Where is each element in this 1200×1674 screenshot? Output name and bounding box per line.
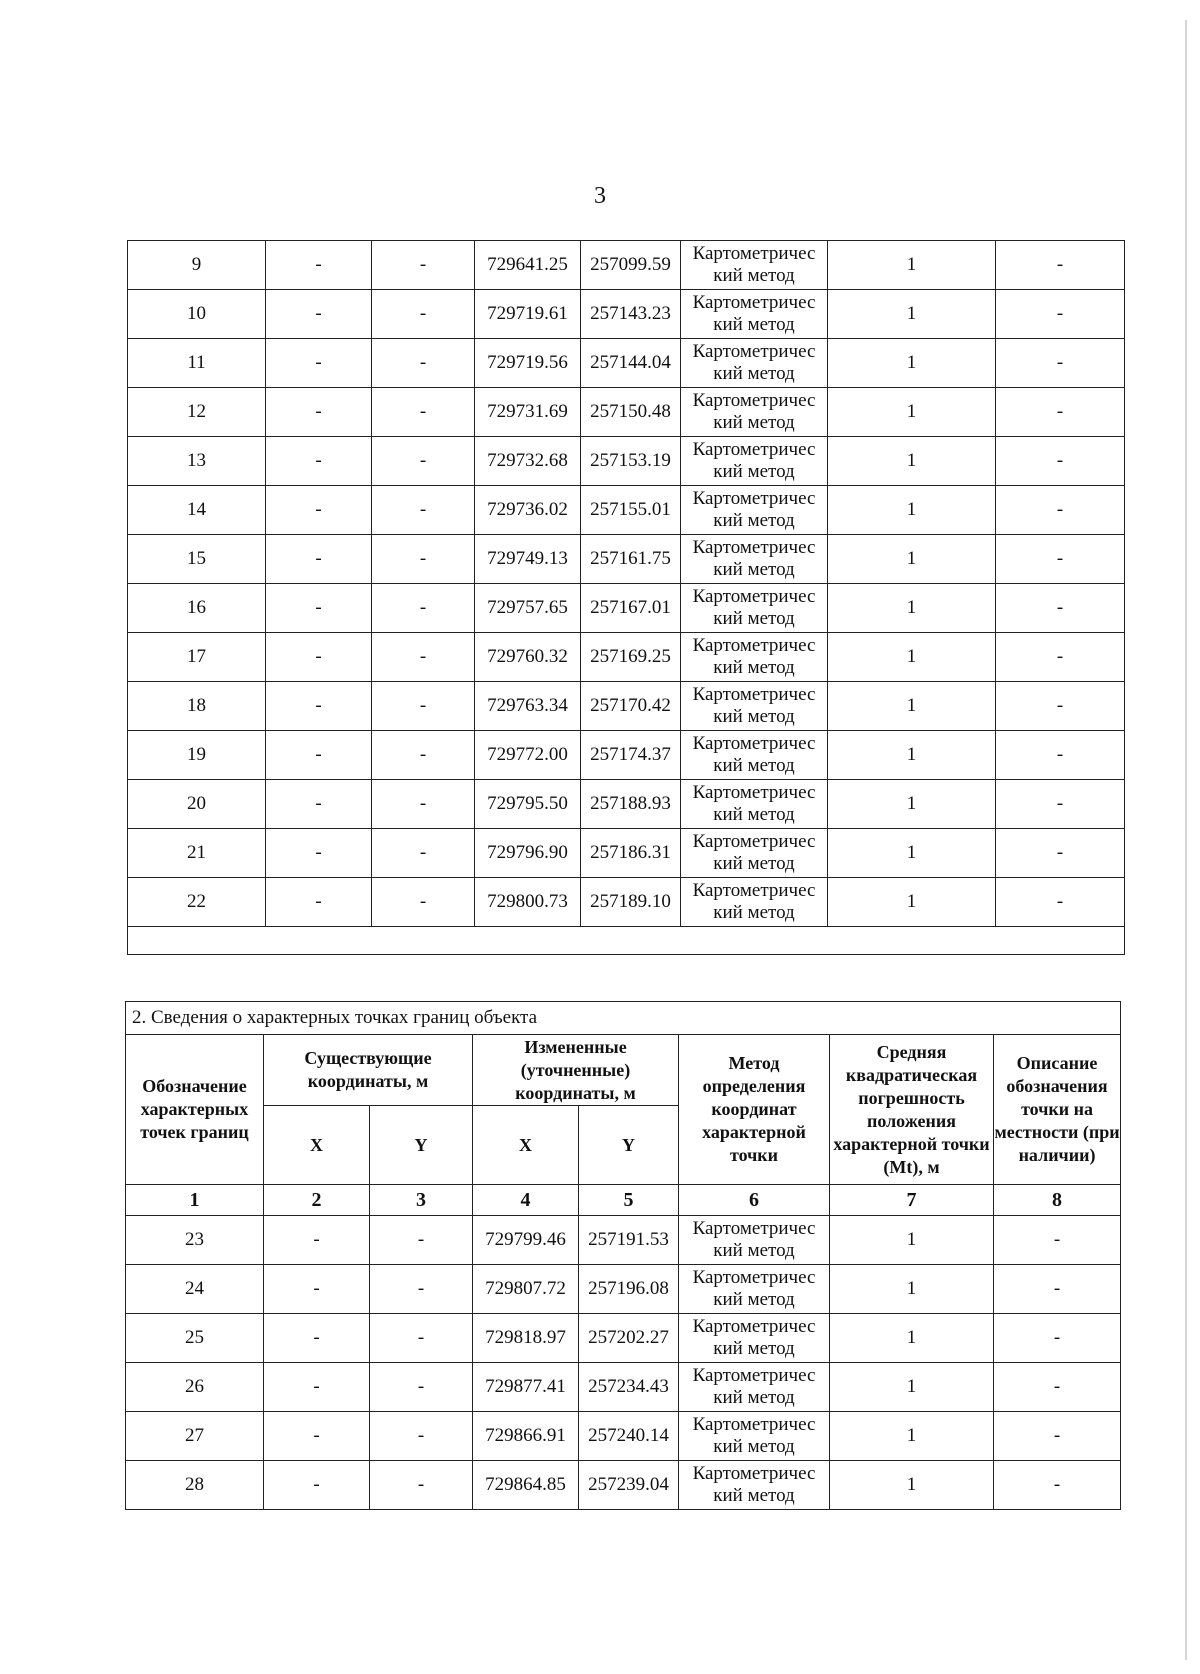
coordinates-table-continued xyxy=(127,240,1125,955)
mean-error-cell: 1 xyxy=(830,1363,994,1412)
method-cell xyxy=(681,878,828,927)
scan-edge-line xyxy=(1185,20,1187,1660)
existing-x-cell: - xyxy=(264,1265,370,1314)
existing-x-cell: - xyxy=(266,584,372,633)
method-text-line1: Картометричес xyxy=(692,341,816,362)
method-text-line1: Картометричес xyxy=(692,1414,816,1435)
method-text-line1: Картометричес xyxy=(692,292,816,313)
point-description-cell: - xyxy=(996,584,1125,633)
table1-body xyxy=(128,241,1125,955)
existing-x-cell: - xyxy=(266,535,372,584)
empty-row xyxy=(128,927,1125,955)
header-changed-x: X xyxy=(473,1106,579,1185)
point-number-cell: 11 xyxy=(128,339,266,388)
header-mean-error: Средняя квадратическая погрешность положения характерной точки (Mt), м xyxy=(830,1035,994,1185)
existing-y-cell: - xyxy=(372,290,475,339)
table-row xyxy=(128,290,1125,339)
method-text-line1: Картометричес xyxy=(692,733,816,754)
existing-y-cell: - xyxy=(370,1216,473,1265)
changed-x-cell: 729641.25 xyxy=(475,241,581,290)
existing-x-cell: - xyxy=(264,1363,370,1412)
point-description-cell: - xyxy=(996,682,1125,731)
existing-y-cell: - xyxy=(372,780,475,829)
point-description-cell: - xyxy=(996,437,1125,486)
changed-x-cell: 729772.00 xyxy=(475,731,581,780)
mean-error-cell: 1 xyxy=(828,241,996,290)
method-cell xyxy=(681,584,828,633)
mean-error-cell: 1 xyxy=(828,339,996,388)
column-number-row xyxy=(126,1185,1121,1216)
mean-error-cell: 1 xyxy=(828,437,996,486)
changed-x-cell: 729818.97 xyxy=(473,1314,579,1363)
method-text-line2: кий метод xyxy=(713,510,795,531)
point-description-cell: - xyxy=(996,829,1125,878)
point-description-cell: - xyxy=(996,535,1125,584)
existing-y-cell: - xyxy=(372,339,475,388)
point-number-cell: 22 xyxy=(128,878,266,927)
method-text-line2: кий метод xyxy=(713,1485,795,1506)
changed-y-cell: 257161.75 xyxy=(581,535,681,584)
point-number-cell: 9 xyxy=(128,241,266,290)
method-cell xyxy=(681,290,828,339)
mean-error-cell: 1 xyxy=(828,584,996,633)
method-cell xyxy=(681,388,828,437)
existing-y-cell: - xyxy=(372,535,475,584)
header-existing-coords: Существующие координаты, м xyxy=(264,1035,473,1106)
existing-y-cell: - xyxy=(372,878,475,927)
changed-x-cell: 729757.65 xyxy=(475,584,581,633)
method-cell xyxy=(679,1412,830,1461)
existing-x-cell: - xyxy=(264,1412,370,1461)
method-text-line1: Картометричес xyxy=(692,635,816,656)
changed-y-cell: 257196.08 xyxy=(579,1265,679,1314)
table-row xyxy=(128,535,1125,584)
changed-x-cell: 729719.56 xyxy=(475,339,581,388)
existing-x-cell: - xyxy=(266,780,372,829)
mean-error-cell: 1 xyxy=(828,633,996,682)
point-number-cell: 24 xyxy=(126,1265,264,1314)
mean-error-cell: 1 xyxy=(828,388,996,437)
changed-x-cell: 729732.68 xyxy=(475,437,581,486)
existing-x-cell: - xyxy=(264,1216,370,1265)
method-text-line2: кий метод xyxy=(713,1338,795,1359)
changed-y-cell: 257143.23 xyxy=(581,290,681,339)
header-description: Описание обозначения точки на местности (при наличии) xyxy=(994,1035,1121,1185)
point-number-cell: 15 xyxy=(128,535,266,584)
changed-x-cell: 729736.02 xyxy=(475,486,581,535)
header-existing-y: Y xyxy=(370,1106,473,1185)
method-text-line2: кий метод xyxy=(713,755,795,776)
mean-error-cell: 1 xyxy=(828,486,996,535)
changed-y-cell: 257169.25 xyxy=(581,633,681,682)
point-number-cell: 17 xyxy=(128,633,266,682)
mean-error-cell: 1 xyxy=(828,290,996,339)
method-cell xyxy=(679,1265,830,1314)
table-row xyxy=(126,1265,1121,1314)
changed-x-cell: 729719.61 xyxy=(475,290,581,339)
point-description-cell: - xyxy=(994,1216,1121,1265)
table-row xyxy=(126,1461,1121,1510)
point-number-cell: 18 xyxy=(128,682,266,731)
table-row xyxy=(128,388,1125,437)
method-text-line2: кий метод xyxy=(713,853,795,874)
section-title: 2. Сведения о характерных точках границ объекта xyxy=(126,1002,1121,1035)
method-cell xyxy=(679,1314,830,1363)
point-description-cell: - xyxy=(994,1265,1121,1314)
header-existing-x: X xyxy=(264,1106,370,1185)
mean-error-cell: 1 xyxy=(830,1265,994,1314)
method-cell xyxy=(681,437,828,486)
point-description-cell: - xyxy=(996,731,1125,780)
column-number: 6 xyxy=(679,1185,830,1216)
method-text-line2: кий метод xyxy=(713,608,795,629)
method-text-line1: Картометричес xyxy=(692,1365,816,1386)
point-number-cell: 12 xyxy=(128,388,266,437)
method-text-line2: кий метод xyxy=(713,804,795,825)
existing-y-cell: - xyxy=(370,1412,473,1461)
existing-x-cell: - xyxy=(266,241,372,290)
mean-error-cell: 1 xyxy=(828,780,996,829)
changed-y-cell: 257202.27 xyxy=(579,1314,679,1363)
method-text-line2: кий метод xyxy=(713,314,795,335)
column-number: 3 xyxy=(370,1185,473,1216)
point-description-cell: - xyxy=(996,339,1125,388)
existing-x-cell: - xyxy=(266,388,372,437)
method-cell xyxy=(681,633,828,682)
point-description-cell: - xyxy=(996,290,1125,339)
method-text-line1: Картометричес xyxy=(692,1316,816,1337)
method-text-line2: кий метод xyxy=(713,1436,795,1457)
column-number: 5 xyxy=(579,1185,679,1216)
method-text-line2: кий метод xyxy=(713,412,795,433)
method-text-line1: Картометричес xyxy=(692,880,816,901)
header-changed-coords: Измененные (уточненные) координаты, м xyxy=(473,1035,679,1106)
method-text-line1: Картометричес xyxy=(692,1218,816,1239)
mean-error-cell: 1 xyxy=(828,829,996,878)
method-text-line2: кий метод xyxy=(713,1289,795,1310)
mean-error-cell: 1 xyxy=(830,1216,994,1265)
changed-y-cell: 257234.43 xyxy=(579,1363,679,1412)
table-row xyxy=(126,1216,1121,1265)
table-row xyxy=(128,339,1125,388)
boundary-points-table xyxy=(125,1001,1121,1510)
method-cell xyxy=(679,1363,830,1412)
table-row xyxy=(128,486,1125,535)
point-number-cell: 21 xyxy=(128,829,266,878)
point-description-cell: - xyxy=(996,486,1125,535)
existing-x-cell: - xyxy=(264,1461,370,1510)
method-text-line1: Картометричес xyxy=(692,1463,816,1484)
column-number: 7 xyxy=(830,1185,994,1216)
existing-x-cell: - xyxy=(266,437,372,486)
changed-y-cell: 257150.48 xyxy=(581,388,681,437)
existing-x-cell: - xyxy=(266,633,372,682)
method-text-line2: кий метод xyxy=(713,706,795,727)
table2-body xyxy=(126,1002,1121,1510)
header-method: Метод определения координат характерной точки xyxy=(679,1035,830,1185)
table-row xyxy=(128,584,1125,633)
method-cell xyxy=(681,339,828,388)
existing-y-cell: - xyxy=(372,486,475,535)
page-number: 3 xyxy=(594,183,606,209)
point-number-cell: 20 xyxy=(128,780,266,829)
point-number-cell: 25 xyxy=(126,1314,264,1363)
table-row xyxy=(128,878,1125,927)
method-text-line1: Картометричес xyxy=(692,586,816,607)
point-description-cell: - xyxy=(994,1314,1121,1363)
point-description-cell: - xyxy=(996,241,1125,290)
existing-y-cell: - xyxy=(370,1265,473,1314)
changed-y-cell: 257170.42 xyxy=(581,682,681,731)
method-cell xyxy=(681,486,828,535)
table-row xyxy=(128,829,1125,878)
table-row xyxy=(128,682,1125,731)
header-changed-y: Y xyxy=(579,1106,679,1185)
changed-x-cell: 729763.34 xyxy=(475,682,581,731)
changed-y-cell: 257153.19 xyxy=(581,437,681,486)
table-row xyxy=(128,633,1125,682)
column-number: 4 xyxy=(473,1185,579,1216)
changed-x-cell: 729795.50 xyxy=(475,780,581,829)
changed-y-cell: 257186.31 xyxy=(581,829,681,878)
mean-error-cell: 1 xyxy=(830,1314,994,1363)
point-number-cell: 19 xyxy=(128,731,266,780)
existing-x-cell: - xyxy=(266,290,372,339)
changed-x-cell: 729866.91 xyxy=(473,1412,579,1461)
empty-cell xyxy=(128,927,1125,955)
changed-x-cell: 729800.73 xyxy=(475,878,581,927)
method-text-line1: Картометричес xyxy=(692,537,816,558)
changed-x-cell: 729807.72 xyxy=(473,1265,579,1314)
mean-error-cell: 1 xyxy=(830,1461,994,1510)
method-cell xyxy=(679,1216,830,1265)
method-text-line1: Картометричес xyxy=(692,782,816,803)
method-cell xyxy=(681,829,828,878)
existing-x-cell: - xyxy=(266,486,372,535)
changed-y-cell: 257099.59 xyxy=(581,241,681,290)
table-row xyxy=(126,1412,1121,1461)
point-description-cell: - xyxy=(996,388,1125,437)
existing-x-cell: - xyxy=(264,1314,370,1363)
existing-y-cell: - xyxy=(370,1314,473,1363)
existing-y-cell: - xyxy=(372,731,475,780)
method-text-line2: кий метод xyxy=(713,1240,795,1261)
existing-x-cell: - xyxy=(266,878,372,927)
changed-x-cell: 729760.32 xyxy=(475,633,581,682)
method-text-line1: Картометричес xyxy=(692,390,816,411)
method-cell xyxy=(681,682,828,731)
method-text-line1: Картометричес xyxy=(692,1267,816,1288)
method-text-line2: кий метод xyxy=(713,363,795,384)
existing-y-cell: - xyxy=(370,1363,473,1412)
column-number: 1 xyxy=(126,1185,264,1216)
point-number-cell: 10 xyxy=(128,290,266,339)
existing-x-cell: - xyxy=(266,339,372,388)
table-row xyxy=(128,437,1125,486)
method-text-line1: Картометричес xyxy=(692,831,816,852)
point-description-cell: - xyxy=(996,878,1125,927)
mean-error-cell: 1 xyxy=(828,878,996,927)
changed-x-cell: 729877.41 xyxy=(473,1363,579,1412)
point-description-cell: - xyxy=(994,1363,1121,1412)
existing-x-cell: - xyxy=(266,829,372,878)
point-description-cell: - xyxy=(996,633,1125,682)
existing-y-cell: - xyxy=(372,584,475,633)
existing-y-cell: - xyxy=(372,437,475,486)
changed-y-cell: 257239.04 xyxy=(579,1461,679,1510)
point-description-cell: - xyxy=(996,780,1125,829)
point-number-cell: 23 xyxy=(126,1216,264,1265)
changed-y-cell: 257240.14 xyxy=(579,1412,679,1461)
changed-x-cell: 729731.69 xyxy=(475,388,581,437)
point-number-cell: 13 xyxy=(128,437,266,486)
mean-error-cell: 1 xyxy=(828,731,996,780)
method-text-line2: кий метод xyxy=(713,902,795,923)
existing-y-cell: - xyxy=(372,388,475,437)
changed-y-cell: 257191.53 xyxy=(579,1216,679,1265)
method-cell xyxy=(679,1461,830,1510)
mean-error-cell: 1 xyxy=(830,1412,994,1461)
existing-y-cell: - xyxy=(372,829,475,878)
method-cell xyxy=(681,731,828,780)
method-cell xyxy=(681,535,828,584)
method-cell xyxy=(681,241,828,290)
table-row xyxy=(128,731,1125,780)
existing-y-cell: - xyxy=(372,241,475,290)
existing-x-cell: - xyxy=(266,731,372,780)
header-row xyxy=(126,1035,1121,1106)
changed-x-cell: 729864.85 xyxy=(473,1461,579,1510)
method-text-line1: Картометричес xyxy=(692,243,816,264)
method-text-line2: кий метод xyxy=(713,559,795,580)
existing-y-cell: - xyxy=(372,682,475,731)
method-text-line1: Картометричес xyxy=(692,684,816,705)
table-row xyxy=(126,1363,1121,1412)
table-row xyxy=(128,780,1125,829)
header-designation: Обозначение характерных точек границ xyxy=(126,1035,264,1185)
method-text-line2: кий метод xyxy=(713,461,795,482)
existing-x-cell: - xyxy=(266,682,372,731)
changed-x-cell: 729799.46 xyxy=(473,1216,579,1265)
table-row xyxy=(126,1314,1121,1363)
mean-error-cell: 1 xyxy=(828,682,996,731)
changed-y-cell: 257144.04 xyxy=(581,339,681,388)
existing-y-cell: - xyxy=(370,1461,473,1510)
changed-y-cell: 257167.01 xyxy=(581,584,681,633)
table-row xyxy=(128,241,1125,290)
changed-x-cell: 729749.13 xyxy=(475,535,581,584)
method-text-line2: кий метод xyxy=(713,265,795,286)
existing-y-cell: - xyxy=(372,633,475,682)
changed-y-cell: 257188.93 xyxy=(581,780,681,829)
method-text-line1: Картометричес xyxy=(692,488,816,509)
point-number-cell: 26 xyxy=(126,1363,264,1412)
point-number-cell: 27 xyxy=(126,1412,264,1461)
method-text-line2: кий метод xyxy=(713,657,795,678)
changed-y-cell: 257174.37 xyxy=(581,731,681,780)
method-text-line2: кий метод xyxy=(713,1387,795,1408)
point-number-cell: 14 xyxy=(128,486,266,535)
point-number-cell: 28 xyxy=(126,1461,264,1510)
column-number: 8 xyxy=(994,1185,1121,1216)
changed-y-cell: 257155.01 xyxy=(581,486,681,535)
point-description-cell: - xyxy=(994,1461,1121,1510)
point-number-cell: 16 xyxy=(128,584,266,633)
method-cell xyxy=(681,780,828,829)
changed-x-cell: 729796.90 xyxy=(475,829,581,878)
point-description-cell: - xyxy=(994,1412,1121,1461)
method-text-line1: Картометричес xyxy=(692,439,816,460)
changed-y-cell: 257189.10 xyxy=(581,878,681,927)
table2-title-row xyxy=(126,1002,1121,1035)
column-number: 2 xyxy=(264,1185,370,1216)
mean-error-cell: 1 xyxy=(828,535,996,584)
